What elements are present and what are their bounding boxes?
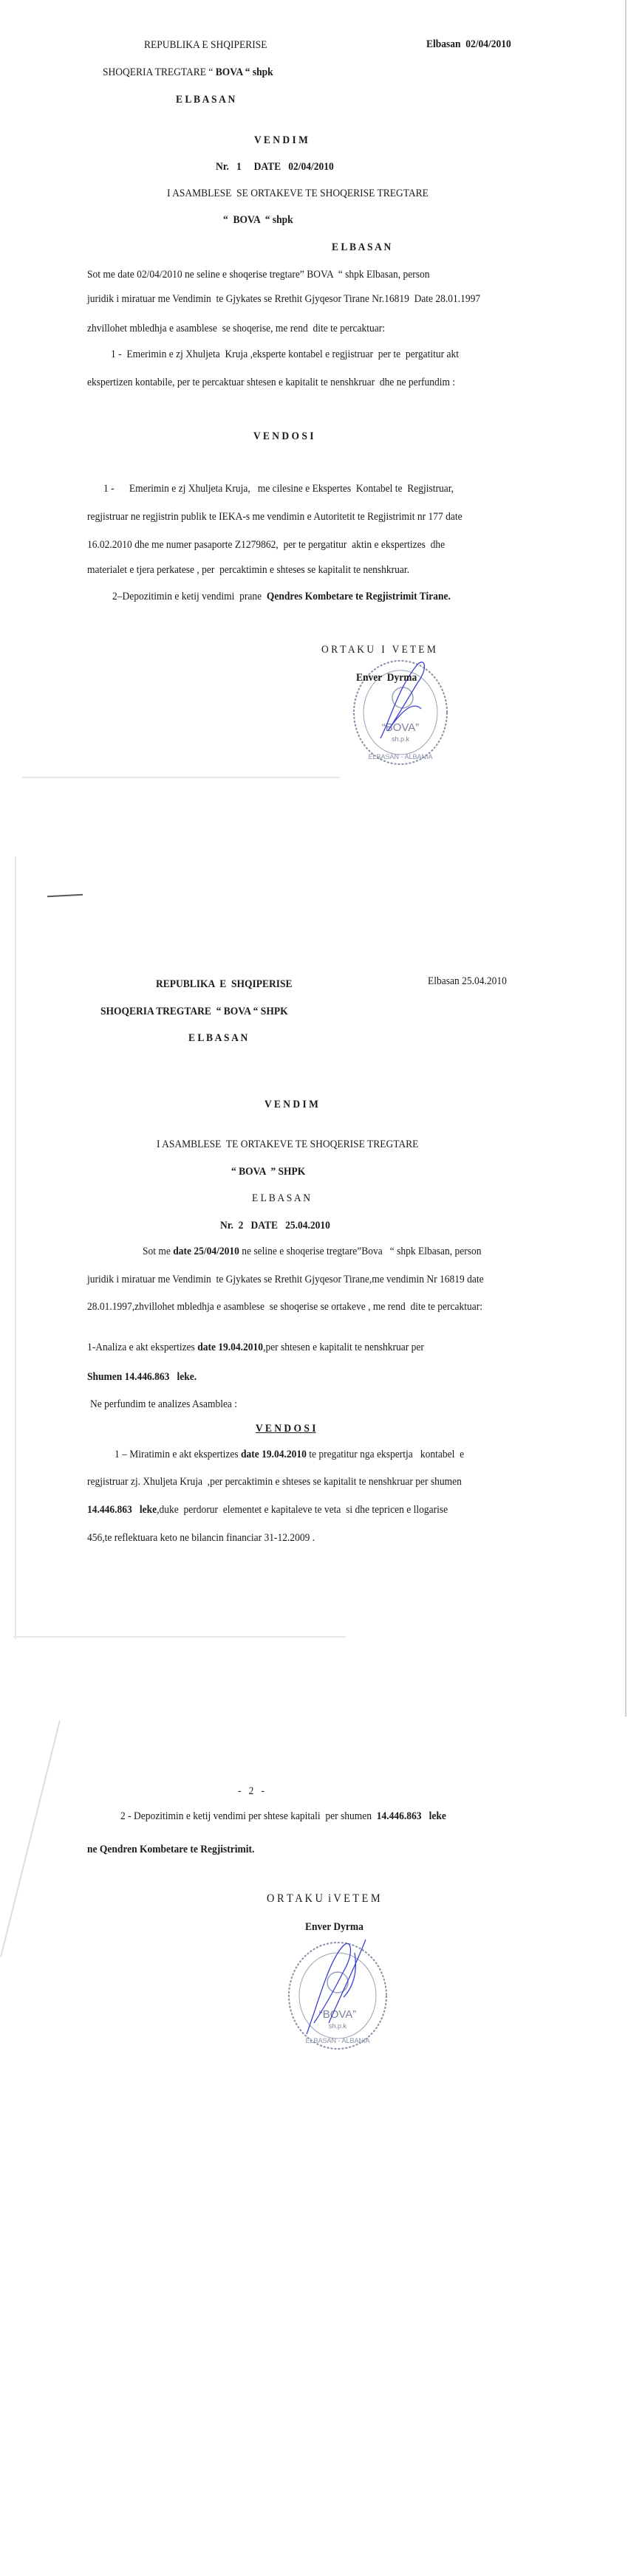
page-left-edge [15,856,16,1639]
analysis-line [87,1340,424,1355]
page-fold-edge [0,1720,61,1957]
decision-line: regjistruar ne regjistrin publik te IEKA-s me vendimin e Autoritetit te Regjistrimit nr 177 date [87,511,463,523]
decided-heading: V E N D O S I [256,1423,316,1435]
company-prefix: SHOQERIA TREGTARE “ [103,66,216,78]
document-title: V E N D I M [264,1099,318,1110]
document-title: V E N D I M [254,134,308,146]
intro-line [143,1244,482,1259]
city-heading: E L B A S A N [252,1192,311,1204]
deposit-institution: ne Qendren Kombetare te Regjistrimit. [87,1844,255,1855]
decision-text: te pregatitur nga ekspertja kontabel e [306,1449,465,1460]
stamp-ring-text: ELBASAN - ALBANIA [368,753,433,760]
page-break-line [22,777,340,778]
deposit-line [120,1809,446,1824]
stamp-company: “BOVA” [318,2008,357,2021]
intro-line: juridik i miratuar me Vendimin te Gjykates se Rrethit Gjyqesor Tirane Nr.16819 Date 28.01.1997 [87,293,481,305]
decision-text: ,duke perdorur elementet e kapitaleve te veta si dhe tepricen e llogarise [157,1504,448,1516]
decision-amount: 14.446.863 leke [87,1504,157,1516]
decision-line: materialet e tjera perkatese , per percaktimin e shteses se kapitalit te nenshkruar. [87,564,409,576]
deposit-amount: 14.446.863 leke [376,1810,446,1822]
decision-line: 1 - Emerimin e zj Xhuljeta Kruja, me cilesine e Ekspertes Kontabel te Regjistruar, [103,483,454,495]
agenda-item: 1 - Emerimin e zj Xhuljeta Kruja ,eksperte kontabel e regjistruar per te pergatitur akt [111,348,459,360]
header-place-date: Elbasan 02/04/2010 [426,38,511,50]
header-republic: REPUBLIKA E SHQIPERISE [156,978,293,990]
analysis-date: date 19.04.2010 [197,1342,264,1353]
company-stamp [284,1931,395,2056]
decision-date: date 19.04.2010 [240,1449,307,1460]
decision-line: regjistruar zj. Xhuljeta Kruja ,per percaktimin e shteses se kapitalit te nenshkruar per shumen [87,1476,462,1488]
deposit-institution: Qendres Kombetare te Regjistrimit Tirane. [266,591,451,602]
header-city: E L B A S A N [176,94,236,106]
signature-title: O R T A K U I V E T E M [321,644,436,656]
intro-text: ne seline e shoqerise tregtare”Bova “ shpk Elbasan, person [239,1246,482,1257]
header-company [103,65,273,80]
decision-line [87,1502,448,1517]
deposit-text: 2–Depozitimin e ketij vendimi prane [112,591,267,602]
page-number: - 2 - [238,1785,264,1797]
city-heading: E L B A S A N [332,241,392,253]
signatory-name: Enver Dyrma [356,672,417,684]
intro-text: Sot me [143,1246,174,1257]
stamp-type: sh.p.k [391,735,410,743]
header-republic: REPUBLIKA E SHQIPERISE [144,39,267,51]
intro-line: juridik i miratuar me Vendimin te Gjykates se Rrethit Gjyqesor Tirane,me vendimin Nr 16819 date [87,1274,484,1285]
assembly-heading: I ASAMBLESE SE ORTAKEVE TE SHOQERISE TREGTARE [167,188,429,199]
conclusion-line: Ne perfundim te analizes Asamblea : [90,1398,238,1410]
intro-date: date 25/04/2010 [173,1246,239,1257]
page-break-line [13,1636,346,1638]
analysis-text: 1-Analiza e akt ekspertizes [87,1342,198,1353]
decision-number: Nr. 1 DATE 02/04/2010 [216,161,334,173]
header-place-date: Elbasan 25.04.2010 [428,975,507,987]
signature-title: O R T A K U i V E T E M [267,1892,380,1905]
signatory-name: Enver Dyrma [305,1921,364,1933]
decided-heading: V E N D O S I [253,430,314,442]
intro-line: zhvillohet mbledhja e asamblese se shoqerise, me rend dite te percaktuar: [87,323,385,334]
header-company: SHOQERIA TREGTARE “ BOVA “ SHPK [100,1006,288,1017]
intro-line: Sot me date 02/04/2010 ne seline e shoqerise tregtare” BOVA “ shpk Elbasan, person [87,269,430,281]
decision-number: Nr. 2 DATE 25.04.2010 [220,1220,330,1232]
decision-line: 16.02.2010 dhe me numer pasaporte Z1279862, per te pergatitur aktin e ekspertizes dhe [87,539,446,551]
agenda-item: ekspertizen kontabile, per te percaktuar shtesen e kapitalit te nenshkruar dhe ne perfundim : [87,377,456,388]
company-stamp [347,650,458,775]
scan-mark [47,894,83,898]
decision-text: 1 – Miratimin e akt ekspertizes [115,1449,241,1460]
stamp-ring-text: ELBASAN - ALBANIA [305,2037,370,2044]
decision-line [115,1447,464,1462]
deposit-text: 2 - Depozitimin e ketij vendimi per shtese kapitali per shumen [120,1810,377,1822]
assembly-heading: I ASAMBLESE TE ORTAKEVE TE SHOQERISE TREGTARE [157,1138,419,1150]
stamp-type: sh.p.k [328,2022,347,2030]
page-right-edge [625,0,627,1717]
company-heading: “ BOVA “ shpk [223,214,293,226]
company-name: BOVA “ shpk [215,66,273,78]
analysis-text: ,per shtesen e kapitalit te nenshkruar per [263,1342,424,1353]
intro-line: 28.01.1997,zhvillohet mbledhja e asamblese se shoqerise se ortakeve , me rend dite te percaktuar: [87,1301,482,1313]
decision-line: 456,te reflektuara keto ne bilancin financiar 31-12.2009 . [87,1532,315,1544]
analysis-amount: Shumen 14.446.863 leke. [87,1371,197,1383]
stamp-company: “BOVA” [381,721,420,734]
header-city: E L B A S A N [188,1032,248,1044]
deposit-line [112,589,451,604]
company-heading: “ BOVA ” SHPK [231,1166,306,1178]
